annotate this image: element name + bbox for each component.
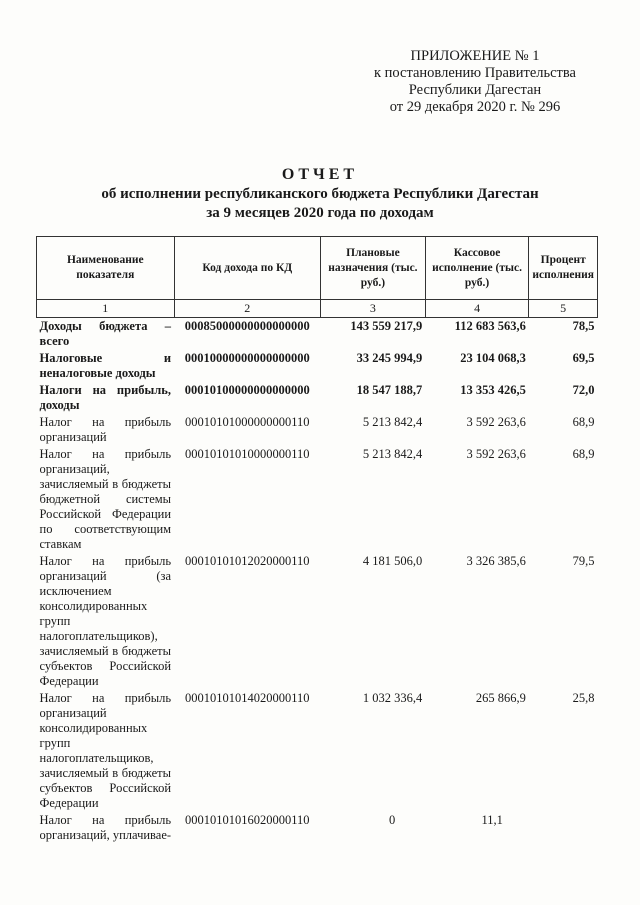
annex-title: ПРИЛОЖЕНИЕ № 1 [410,48,540,64]
row-plan: 0 [389,813,396,827]
table-row [37,446,598,553]
row-name: Налог на прибыль организаций, зачисляемый в бюджеты бюджетной системы Российской Федерации по соответствующим ставкам [39,447,172,551]
table-row [37,690,598,812]
row-code: 00010100000000000000 [184,383,310,397]
row-code: 00010101000000000110 [185,415,310,429]
column-number: 2 [174,300,321,318]
annex-block [340,48,610,116]
row-fact: 11,1 [481,813,503,827]
annex-date: от 29 декабря 2020 г. № 296 [389,99,561,115]
row-code: 00010101010000000110 [185,447,310,461]
row-fact: 3 592 263,6 [466,447,526,461]
row-pct: 78,5 [572,319,595,333]
header-name: Наименование показателя [37,237,175,300]
row-name: Доходы бюджета – всего [39,319,172,348]
table-row [37,318,598,351]
row-fact: 3 592 263,6 [466,415,526,429]
row-fact: 13 353 426,5 [460,383,526,397]
table-row [37,350,598,382]
report-subtitle: об исполнении республиканского бюджета Республики Дагестан [101,186,539,202]
row-code: 00085000000000000000 [184,319,310,333]
table-row [37,812,598,844]
table-row [37,414,598,446]
header-fact: Кассовое исполнение (тыс. руб.) [425,237,529,300]
column-number: 1 [37,300,175,318]
row-name: Налог на прибыль организаций, уплачивае- [39,813,172,842]
row-name: Налоговые и неналоговые доходы [39,351,172,380]
row-plan: 143 559 217,9 [350,319,423,333]
row-fact: 112 683 563,6 [454,319,526,333]
column-number: 4 [425,300,529,318]
row-name: Налог на прибыль организаций [39,415,172,444]
column-number-row [37,300,598,318]
row-name: Налоги на прибыль, доходы [39,383,172,412]
row-plan: 1 032 336,4 [362,691,423,705]
row-pct: 69,5 [572,351,595,365]
row-fact: 265 866,9 [475,691,526,705]
row-code: 00010101016020000110 [185,813,310,827]
column-number: 5 [529,300,598,318]
row-code: 00010101012020000110 [185,554,310,568]
row-plan: 33 245 994,9 [356,351,423,365]
header-code: Код дохода по КД [174,237,321,300]
column-number: 3 [321,300,426,318]
row-name: Налог на прибыль организаций (за исключением консолидированных групп налогоплательщиков), зачисляемый в бюджеты субъектов Российской Федерации [39,554,172,688]
row-plan: 5 213 842,4 [362,447,423,461]
table-row [37,553,598,690]
revenue-table [36,236,598,844]
table-header-row [37,237,598,300]
row-plan: 18 547 188,7 [356,383,423,397]
row-pct: 72,0 [572,383,595,397]
annex-decree: к постановлению Правительства [374,65,576,81]
row-pct: 68,9 [572,447,595,461]
row-name: Налог на прибыль организаций консолидированных групп налогоплательщиков, зачисляемый в бюджеты субъектов Российской Федерации [39,691,172,810]
report-title: ОТЧЕТ [281,166,359,183]
header-pct: Процент исполнения [529,237,598,300]
row-pct [529,812,598,844]
row-fact: 23 104 068,3 [460,351,526,365]
row-pct: 68,9 [572,415,595,429]
row-code: 00010101014020000110 [185,691,310,705]
row-code: 00010000000000000000 [184,351,310,365]
table-row [37,382,598,414]
report-period: за 9 месяцев 2020 года по доходам [206,205,434,221]
row-fact: 3 326 385,6 [466,554,526,568]
row-pct: 79,5 [572,554,595,568]
header-plan: Плановые назначения (тыс. руб.) [321,237,426,300]
annex-republic: Республики Дагестан [408,82,542,98]
row-plan: 5 213 842,4 [362,415,423,429]
row-pct: 25,8 [572,691,595,705]
row-plan: 4 181 506,0 [362,554,423,568]
